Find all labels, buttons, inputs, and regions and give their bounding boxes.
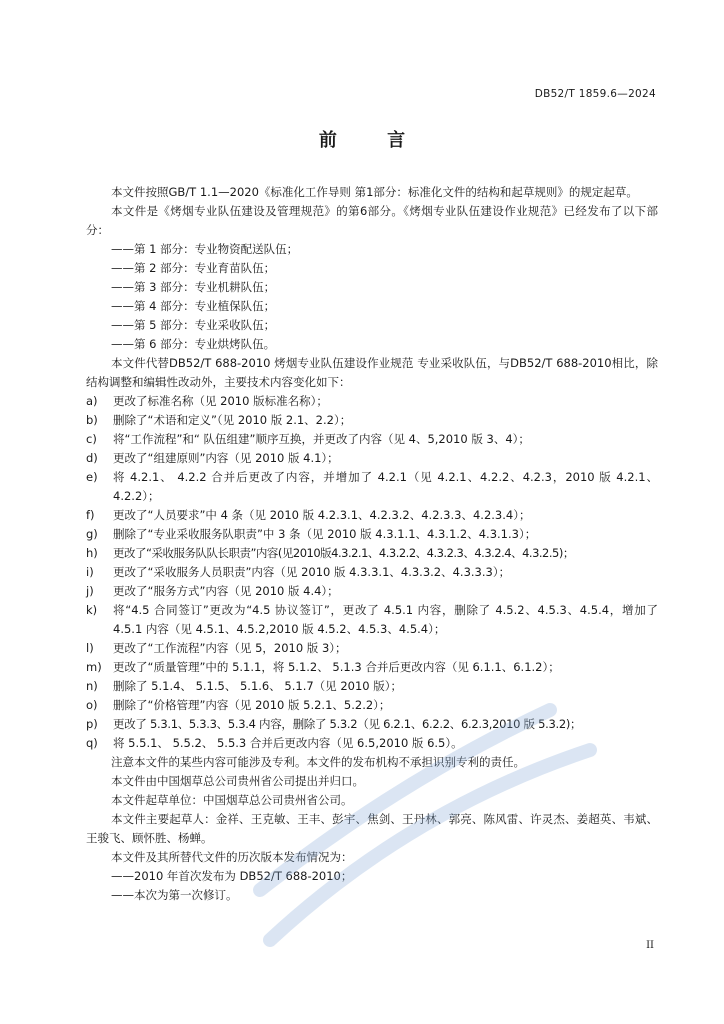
change-text: 更改了“质量管理”中的 5.1.1，将 5.1.2、 5.1.3 合并后更改内容（见 6.1.1、6.1.2）； [113, 660, 560, 674]
change-item [86, 563, 658, 582]
document-body [86, 183, 658, 905]
change-text: 将 5.5.1、 5.5.2、 5.5.3 合并后更改内容（见 6.5,2010 版 6.5）。 [113, 736, 463, 750]
change-text: 删除了“专业采收服务队职责”中 3 条（见 2010 版 4.3.1.1、4.3.1.2、4.3.1.3）； [113, 527, 537, 541]
proposer-paragraph: 本文件由中国烟草总公司贵州省公司提出并归口。 [111, 774, 364, 788]
replace-paragraph: 本文件代替DB52/T 688-2010 烤烟专业队伍建设作业规范 专业采收队伍，与DB52/T 688-2010相比，除结构调整和编辑性改动外，主要技术内容变化如下： [86, 356, 658, 389]
change-item [86, 468, 658, 506]
change-marker: m) [86, 660, 102, 674]
part-item: ——第 6 部分：专业烘烤队伍。 [111, 337, 276, 351]
change-item [86, 582, 658, 601]
change-item [86, 677, 658, 696]
intro-paragraph: 本文件是《烤烟专业队伍建设及管理规范》的第6部分。《烤烟专业队伍建设作业规范》已经发布了以下部分： [86, 204, 658, 237]
change-text: 更改了“组建原则”内容（见 2010 版 4.1）； [113, 451, 339, 465]
change-marker: e) [86, 470, 98, 484]
patent-notice: 注意本文件的某些内容可能涉及专利。本文件的发布机构不承担识别专利的责任。 [111, 755, 525, 769]
change-text: 删除了“术语和定义”（见 2010 版 2.1、2.2）； [113, 413, 352, 427]
history-item: ——本次为第一次修订。 [111, 888, 238, 902]
change-marker: h) [86, 546, 98, 560]
change-text: 更改了“采收服务人员职责”内容（见 2010 版 4.3.3.1、4.3.3.2、4.3.3.3）； [113, 565, 511, 579]
drafters-paragraph: 本文件主要起草人：金祥、王克敏、王丰、彭宇、焦剑、王丹林、郭亮、陈风雷、许灵杰、姜超英、韦斌、王骏飞、顾怀胜、杨蝉。 [86, 812, 658, 845]
change-marker: o) [86, 698, 98, 712]
change-text: 更改了“人员要求”中 4 条（见 2010 版 4.2.3.1、4.2.3.2、4.2.3.3、4.2.3.4）； [113, 508, 531, 522]
change-marker: f) [86, 508, 95, 522]
change-item [86, 658, 658, 677]
change-marker: i) [86, 565, 94, 579]
change-marker: n) [86, 679, 98, 693]
change-item [86, 525, 658, 544]
change-marker: g) [86, 527, 98, 541]
change-text: 删除了“价格管理”内容（见 2010 版 5.2.1、5.2.2）； [113, 698, 391, 712]
change-marker: a) [86, 394, 98, 408]
change-marker: q) [86, 736, 98, 750]
change-marker: k) [86, 603, 98, 617]
change-marker: d) [86, 451, 98, 465]
change-item [86, 696, 658, 715]
change-text: 将“工作流程”和“ 队伍组建”顺序互换，并更改了内容（见 4、5,2010 版 3、4）； [113, 432, 530, 446]
change-item [86, 449, 658, 468]
change-marker: l) [86, 641, 94, 655]
change-text: 更改了标准名称（见 2010 版标准名称）； [113, 394, 328, 408]
part-item: ——第 4 部分：专业植保队伍； [111, 299, 276, 313]
change-item [86, 544, 658, 563]
page-title: 前 言 [318, 130, 428, 151]
document-code: DB52/T 1859.6—2024 [534, 88, 656, 100]
change-marker: p) [86, 717, 98, 731]
part-item: ——第 3 部分：专业机耕队伍； [111, 280, 276, 294]
change-item [86, 601, 658, 639]
change-text: 删除了 5.1.4、 5.1.5、 5.1.6、 5.1.7（见 2010 版）； [113, 679, 402, 693]
change-item [86, 715, 658, 734]
change-text: 更改了“采收服务队队长职责”内容(见2010版4.3.2.1、4.3.2.2、4.3.2.3、4.3.2.4、4.3.2.5)； [113, 546, 574, 560]
change-text: 更改了 5.3.1、5.3.3、5.3.4 内容，删除了 5.3.2（见 6.2.1、6.2.2、6.2.3,2010 版 5.3.2)； [113, 717, 582, 731]
drafting-unit-paragraph: 本文件起草单位：中国烟草总公司贵州省公司。 [111, 793, 353, 807]
history-item: ——2010 年首次发布为 DB52/T 688-2010； [111, 869, 353, 883]
change-text: 将 4.2.1、 4.2.2 合并后更改了内容，并增加了 4.2.1（见 4.2.1、4.2.2、4.2.3，2010 版 4.2.1、4.2.2）； [113, 470, 658, 503]
change-item [86, 734, 658, 753]
intro-paragraph: 本文件按照GB/T 1.1—2020《标准化工作导则 第1部分：标准化文件的结构和起草规则》的规定起草。 [111, 185, 638, 199]
change-text: 将“4.5 合同签订”更改为“4.5 协议签订”，更改了 4.5.1 内容，删除了 4.5.2、4.5.3、4.5.4，增加了 4.5.1 内容（见 4.5.1、4.5.2,2010 版 4.5.2、4.5.3、4.5.4）； [113, 603, 658, 636]
part-item: ——第 2 部分：专业育苗队伍； [111, 261, 276, 275]
part-item: ——第 5 部分：专业采收队伍； [111, 318, 276, 332]
change-text: 更改了“工作流程”内容（见 5，2010 版 3）； [113, 641, 347, 655]
change-item [86, 639, 658, 658]
change-marker: j) [86, 584, 94, 598]
change-item [86, 392, 658, 411]
change-item [86, 411, 658, 430]
page-number: II [646, 940, 654, 951]
change-marker: b) [86, 413, 98, 427]
change-item [86, 506, 658, 525]
change-marker: c) [86, 432, 97, 446]
part-item: ——第 1 部分：专业物资配送队伍； [111, 242, 299, 256]
change-text: 更改了“服务方式”内容（见 2010 版 4.4）； [113, 584, 339, 598]
change-item [86, 430, 658, 449]
history-intro: 本文件及其所替代文件的历次版本发布情况为： [111, 850, 353, 864]
